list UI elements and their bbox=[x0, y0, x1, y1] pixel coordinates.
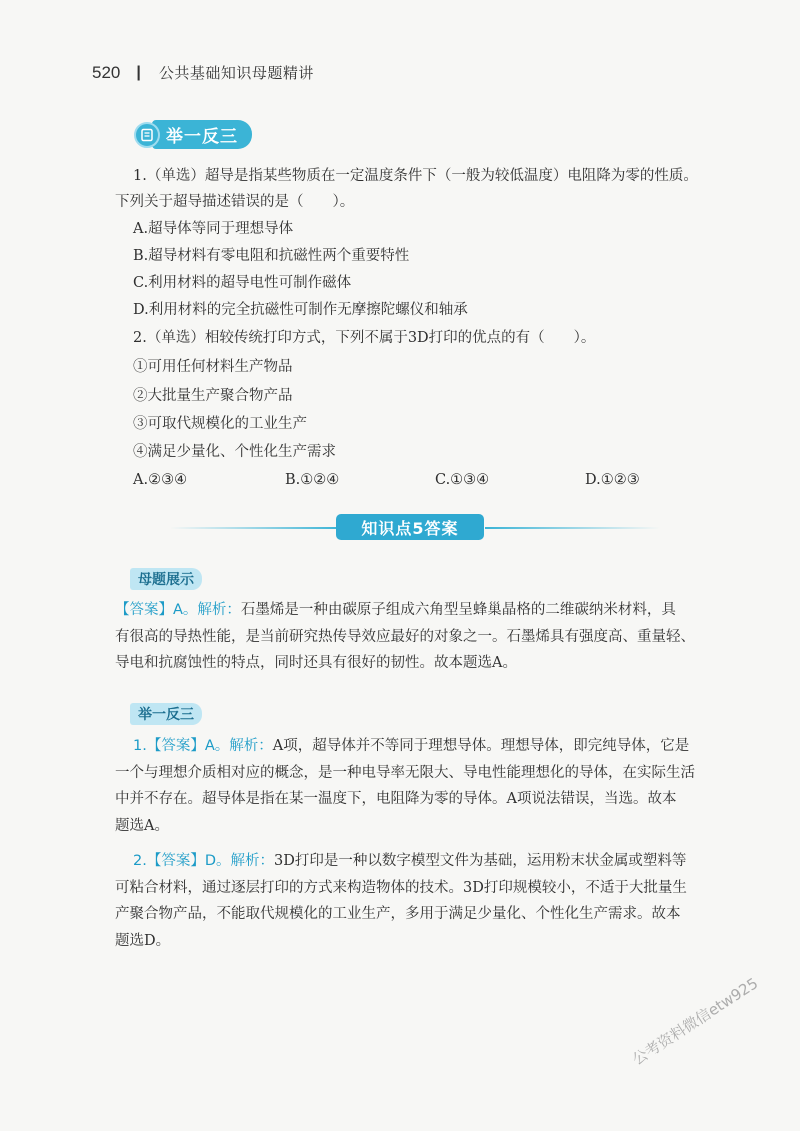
practice-answer-line: 一个与理想介质相对应的概念，是一种电导率无限大、导电性能理想化的导体，在实际生活 bbox=[115, 764, 695, 781]
answer-section-title: 知识点5答案 bbox=[336, 514, 484, 540]
watermark: 公考资料微信etw925 bbox=[629, 974, 762, 1069]
practice-answer-line bbox=[115, 733, 735, 760]
answer-label: 【答案】A。 bbox=[115, 602, 198, 618]
practice-answer-line bbox=[115, 848, 735, 875]
practice-answer-tag: 举一反三 bbox=[130, 703, 202, 725]
question-1-option: B.超导材料有零电阻和抗磁性两个重要特性 bbox=[133, 248, 410, 264]
practice-answer-line: 产聚合物产品，不能取代规模化的工业生产，多用于满足少量化、个性化生产需求。故本 bbox=[115, 906, 681, 922]
analysis-text: 3D打印是一种以数字模型文件为基础，运用粉末状金属或塑料等 bbox=[274, 853, 687, 869]
practice-answer-2 bbox=[115, 848, 735, 954]
question-2-stem: 2.（单选）相较传统打印方式，下列不属于3D打印的优点的有（ ）。 bbox=[133, 330, 596, 346]
question-1-option: D.利用材料的完全抗磁性可制作无摩擦陀螺仪和轴承 bbox=[133, 302, 468, 318]
question-2-option: B.①②④ bbox=[285, 472, 340, 488]
question-2-option: C.①③④ bbox=[435, 472, 490, 488]
divider-line-left bbox=[170, 527, 340, 529]
practice-badge bbox=[134, 120, 252, 149]
analysis-label: 解析： bbox=[197, 602, 241, 618]
practice-answer-line: 可粘合材料，通过逐层打印的方式来构造物体的技术。3D打印规模较小，不适于大批量生 bbox=[115, 879, 687, 896]
question-1-option: C.利用材料的超导电性可制作磁体 bbox=[133, 275, 352, 291]
question-2-option: A.②③④ bbox=[133, 472, 188, 488]
divider-line-right bbox=[485, 527, 660, 529]
mother-answer-line: 有很高的导热性能，是当前研究热传导效应最好的对象之一。石墨烯具有强度高、重量轻、 bbox=[115, 628, 695, 645]
mother-question-tag: 母题展示 bbox=[130, 568, 202, 590]
mother-answer-line bbox=[115, 597, 735, 624]
page-number: 520 bbox=[92, 62, 121, 82]
mother-answer-line: 导电和抗腐蚀性的特点，同时还具有很好的韧性。故本题选A。 bbox=[115, 655, 517, 671]
practice-badge-label: 举一反三 bbox=[152, 120, 252, 149]
question-2-item: ①可用任何材料生产物品 bbox=[133, 359, 293, 375]
practice-answer-line: 题选D。 bbox=[115, 932, 171, 949]
question-2-option: D.①②③ bbox=[585, 472, 640, 488]
answer-prefix: 2.【答案】D。解析： bbox=[133, 853, 274, 869]
practice-answer-line: 中并不存在。超导体是指在某一温度下，电阻降为零的导体。A项说法错误，当选。故本 bbox=[115, 791, 677, 807]
practice-answer-line: 题选A。 bbox=[115, 817, 169, 834]
question-1-option: A.超导体等同于理想导体 bbox=[133, 221, 294, 237]
header-separator: | bbox=[136, 63, 141, 81]
mother-answer-block bbox=[115, 597, 735, 677]
question-1-stem-cont: 下列关于超导描述错误的是（ ）。 bbox=[115, 194, 355, 210]
page-header bbox=[92, 62, 314, 83]
answer-section-divider bbox=[170, 514, 660, 542]
book-title: 公共基础知识母题精讲 bbox=[158, 64, 314, 82]
question-1-stem: 1.（单选）超导是指某些物质在一定温度条件下（一般为较低温度）电阻降为零的性质。 bbox=[133, 168, 698, 184]
analysis-text: 石墨烯是一种由碳原子组成六角型呈蜂巢晶格的二维碳纳米材料，具 bbox=[240, 602, 676, 618]
book-icon bbox=[134, 122, 160, 148]
answer-prefix: 1.【答案】A。解析： bbox=[133, 738, 273, 754]
analysis-text: A项，超导体并不等同于理想导体。理想导体，即完纯导体，它是 bbox=[272, 738, 690, 754]
question-2-item: ③可取代规模化的工业生产 bbox=[133, 416, 307, 432]
question-2-item: ④满足少量化、个性化生产需求 bbox=[133, 444, 336, 460]
practice-answer-1 bbox=[115, 733, 735, 839]
question-2-item: ②大批量生产聚合物产品 bbox=[133, 388, 293, 404]
